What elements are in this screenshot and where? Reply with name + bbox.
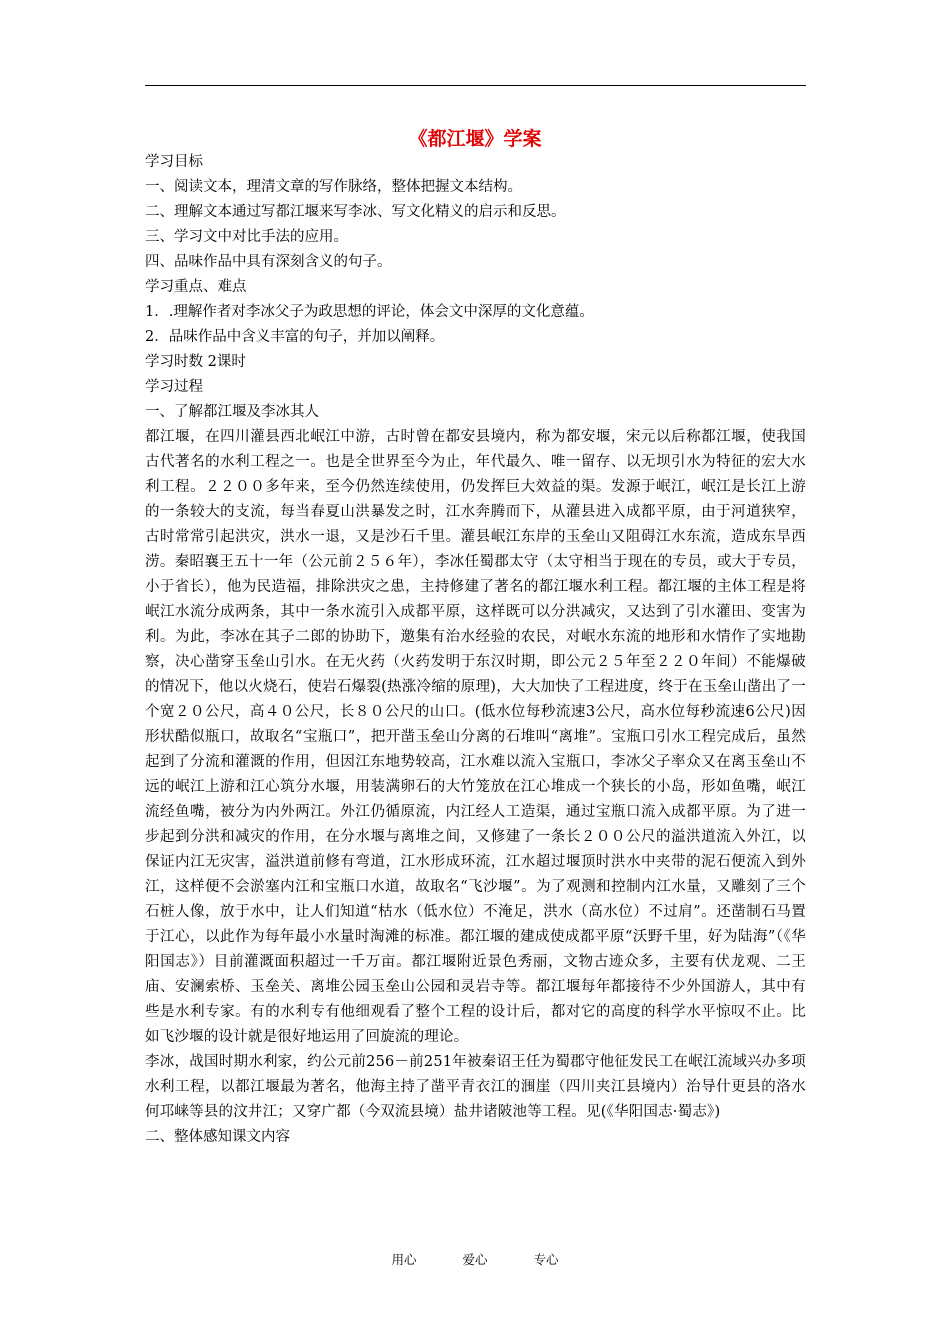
li-bing-paragraph: 李冰，战国时期水利家，约公元前256－前251年被秦诏王任为蜀郡守他征发民工在岷江流域兴办多项水利工程，以都江堰最为著名，他海主持了凿平青衣江的涠崖（四川夹江县境内）治导什更县的洛水何邛崃等县的汶井江；又穿广都（今双流县境）盐井诸陂池等工程。见(《华阳国志·蜀志》) xyxy=(145,1054,806,1120)
section-one-heading: 一、了解都江堰及李冰其人 xyxy=(145,404,319,420)
key-point-item: 1．.理解作者对李冰父子为政思想的评论，体会文中深厚的文化意蕴。 xyxy=(145,304,594,320)
footer-word: 用心 xyxy=(391,1252,417,1267)
heading-key-points: 学习重点、难点 xyxy=(145,279,247,295)
footer-word: 专心 xyxy=(533,1252,559,1267)
dujiangyan-paragraph: 都江堰，在四川灌县西北岷江中游，古时曾在都安县境内，称为都安堰，宋元以后称都江堰，使我国古代著名的水利工程之一。也是全世界至今为止，年代最久、唯一留存、以无坝引水为特征的宏大水利工程。２２００多年来，至今仍然连续使用，仍发挥巨大效益的渠。发源于岷江，岷江是长江上游的一条较大的支流，每当春夏山洪暴发之时，江水奔腾而下，从灌县进入成都平原，由于河道狭窄，古时常常引起洪灾，洪水一退，又是沙石千里。灌县岷江东岸的玉垒山又阻碍江水东流，造成东旱西涝。秦昭襄王五十一年（公元前２５６年），李冰任蜀郡太守（太守相当于现在的专员，或大于专员，小于省长），他为民造福，排除洪灾之患，主持修建了著名的都江堰水利工程。都江堰的主体工程是将岷江水流分成两条，其中一条水流引入成都平原，这样既可以分洪减灾，又达到了引水灌田、变害为利。为此，李冰在其子二郎的协助下，邀集有治水经验的农民，对岷水东流的地形和水情作了实地勘察，决心凿穿玉垒山引水。在无火药（火药发明于东汉时期，即公元２５年至２２０年间）不能爆破的情况下，他以火烧石，使岩石爆裂(热涨冷缩的原理)，大大加快了工程进度，终于在玉垒山凿出了一个宽２０公尺，高４０公尺，长８０公尺的山口。(低水位每秒流速3公尺，高水位每秒流速6公尺)因形状酷似瓶口，故取名“宝瓶口”，把开凿玉垒山分离的石堆叫“离堆”。宝瓶口引水工程完成后，虽然起到了分流和灌溉的作用，但因江东地势较高，江水难以流入宝瓶口，李冰父子率众又在离玉垒山不远的岷江上游和江心筑分水堰，用装满卵石的大竹笼放在江心堆成一个狭长的小岛，形如鱼嘴，岷江流经鱼嘴，被分为内外两江。外江仍循原流，内江经人工造渠，通过宝瓶口流入成都平原。为了进一步起到分洪和减灾的作用，在分水堰与离堆之间，又修建了一条长２００公尺的溢洪道流入外江，以保证内江无灾害，溢洪道前修有弯道，江水形成环流，江水超过堰顶时洪水中夹带的泥石便流入到外江，这样便不会淤塞内江和宝瓶口水道，故取名“飞沙堰”。为了观测和控制内江水量，又雕刻了三个石桩人像，放于水中，让人们知道“枯水（低水位）不淹足，洪水（高水位）不过肩”。还凿制石马置于江心，以此作为每年最小水量时淘滩的标准。都江堰的建成使成都平原“沃野千里，好为陆海”（《华阳国志》）目前灌溉面积超过一千万亩。都江堰附近景色秀丽，文物古迹众多，主要有伏龙观、二王庙、安澜索桥、玉垒关、离堆公园玉垒山公园和灵岩寺等。都江堰每年都接待不少外国游人，其中有些是水利专家。有的水利专有他细观看了整个工程的设计后，都对它的高度的科学水平惊叹不止。比如飞沙堰的设计就是很好地运用了回旋流的理论。 xyxy=(145,429,806,1045)
objective-item: 四、品味作品中具有深刻含义的句子。 xyxy=(145,254,392,270)
study-hours: 学习时数 2课时 xyxy=(145,354,246,370)
page-title: 《都江堰》学案 xyxy=(408,128,542,150)
header-rule xyxy=(145,85,806,86)
section-two-heading: 二、整体感知课文内容 xyxy=(145,1129,290,1145)
page-footer xyxy=(0,1250,950,1268)
objective-item: 一、阅读文本，理清文章的写作脉络，整体把握文本结构。 xyxy=(145,179,522,195)
objective-item: 三、学习文中对比手法的应用。 xyxy=(145,229,348,245)
footer-word: 爱心 xyxy=(462,1252,488,1267)
document-body xyxy=(145,150,806,1150)
key-point-item: 2．品味作品中含义丰富的句子，并加以阐释。 xyxy=(145,329,445,345)
objective-item: 二、理解文本通过写都江堰来写李冰、写文化精义的启示和反思。 xyxy=(145,204,566,220)
heading-process: 学习过程 xyxy=(145,379,203,395)
heading-objectives: 学习目标 xyxy=(145,154,203,170)
